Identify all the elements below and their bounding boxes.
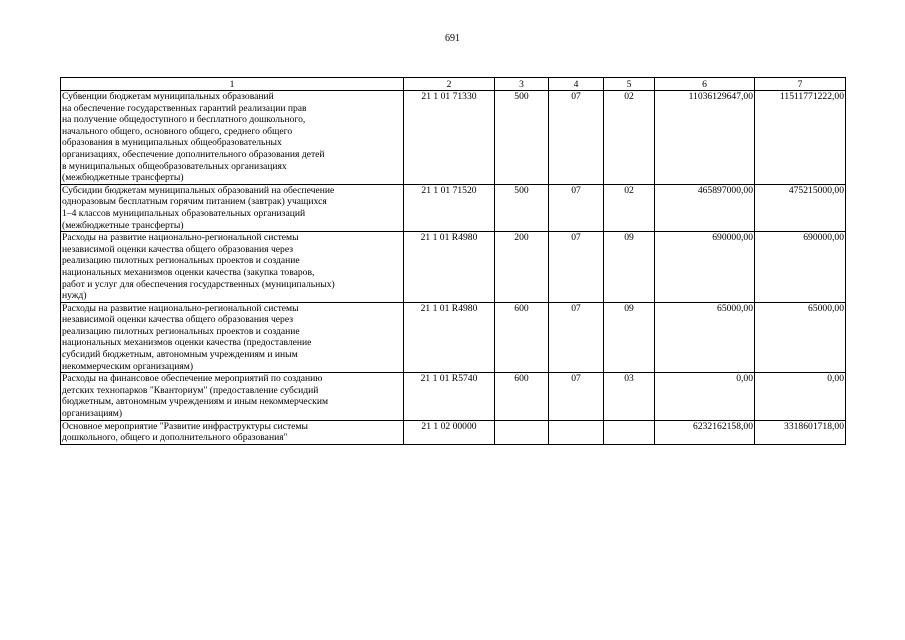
amount-year1-cell: 690000,00	[655, 232, 755, 303]
expense-name-cell: Субсидии бюджетам муниципальных образований на обеспечение одноразовым бесплатным горячим питанием (завтрак) учащихся 1–4 классов муниципальных образовательных организаций (межбюджетные трансферты)	[61, 184, 404, 231]
column-header: 4	[549, 78, 604, 91]
subsection-cell: 03	[604, 373, 655, 420]
table-header-row	[61, 78, 846, 91]
expense-type-cell: 600	[495, 373, 549, 420]
subsection-cell	[604, 420, 655, 444]
section-cell: 07	[549, 302, 604, 373]
table-row	[61, 420, 846, 444]
column-header: 5	[604, 78, 655, 91]
column-header: 6	[655, 78, 755, 91]
section-cell: 07	[549, 373, 604, 420]
table-row	[61, 184, 846, 231]
table-row	[61, 302, 846, 373]
section-cell: 07	[549, 232, 604, 303]
target-code-cell: 21 1 01 R4980	[404, 302, 495, 373]
amount-year2-cell: 11511771222,00	[755, 91, 846, 185]
section-cell: 07	[549, 91, 604, 185]
amount-year1-cell: 465897000,00	[655, 184, 755, 231]
target-code-cell: 21 1 01 71520	[404, 184, 495, 231]
column-header: 3	[495, 78, 549, 91]
expense-name-cell: Расходы на развитие национально-региональной системы независимой оценки качества общего образования через реализацию пилотных региональных проектов и создание национальных механизмов оценки качества (закупка товаров, работ и услуг для обеспечения государственных (муниципальных) нужд)	[61, 232, 404, 303]
amount-year2-cell: 690000,00	[755, 232, 846, 303]
amount-year2-cell: 0,00	[755, 373, 846, 420]
amount-year1-cell: 6232162158,00	[655, 420, 755, 444]
subsection-cell: 02	[604, 184, 655, 231]
expense-name-cell: Субвенции бюджетам муниципальных образований на обеспечение государственных гарантий реализации прав на получение общедоступного и бесплатного дошкольного, начального общего, основного общего, среднего общего образования в муниципальных общеобразовательных организациях, обеспечение дополнительного образования детей в муниципальных общеобразовательных организациях (межбюджетные трансферты)	[61, 91, 404, 185]
expense-type-cell: 600	[495, 302, 549, 373]
amount-year2-cell: 65000,00	[755, 302, 846, 373]
page-number: 691	[445, 33, 460, 44]
target-code-cell: 21 1 01 71330	[404, 91, 495, 185]
amount-year2-cell: 475215000,00	[755, 184, 846, 231]
amount-year1-cell: 11036129647,00	[655, 91, 755, 185]
target-code-cell: 21 1 02 00000	[404, 420, 495, 444]
amount-year1-cell: 65000,00	[655, 302, 755, 373]
expense-type-cell: 200	[495, 232, 549, 303]
budget-table	[60, 77, 846, 445]
column-header: 7	[755, 78, 846, 91]
expense-name-cell: Основное мероприятие "Развитие инфраструктуры системы дошкольного, общего и дополнительного образования"	[61, 420, 404, 444]
subsection-cell: 02	[604, 91, 655, 185]
target-code-cell: 21 1 01 R5740	[404, 373, 495, 420]
expense-type-cell: 500	[495, 91, 549, 185]
subsection-cell: 09	[604, 302, 655, 373]
section-cell: 07	[549, 184, 604, 231]
subsection-cell: 09	[604, 232, 655, 303]
section-cell	[549, 420, 604, 444]
table-row	[61, 232, 846, 303]
amount-year2-cell: 3318601718,00	[755, 420, 846, 444]
table-row	[61, 373, 846, 420]
column-header: 2	[404, 78, 495, 91]
expense-type-cell	[495, 420, 549, 444]
table-row	[61, 91, 846, 185]
expense-name-cell: Расходы на финансовое обеспечение мероприятий по созданию детских технопарков "Кванториум" (предоставление субсидий бюджетным, автономным учреждениям и иным некоммерческим организациям)	[61, 373, 404, 420]
amount-year1-cell: 0,00	[655, 373, 755, 420]
target-code-cell: 21 1 01 R4980	[404, 232, 495, 303]
expense-type-cell: 500	[495, 184, 549, 231]
column-header: 1	[61, 78, 404, 91]
expense-name-cell: Расходы на развитие национально-региональной системы независимой оценки качества общего образования через реализацию пилотных региональных проектов и создание национальных механизмов оценки качества (предоставление субсидий бюджетным, автономным учреждениям и иным некоммерческим организациям)	[61, 302, 404, 373]
